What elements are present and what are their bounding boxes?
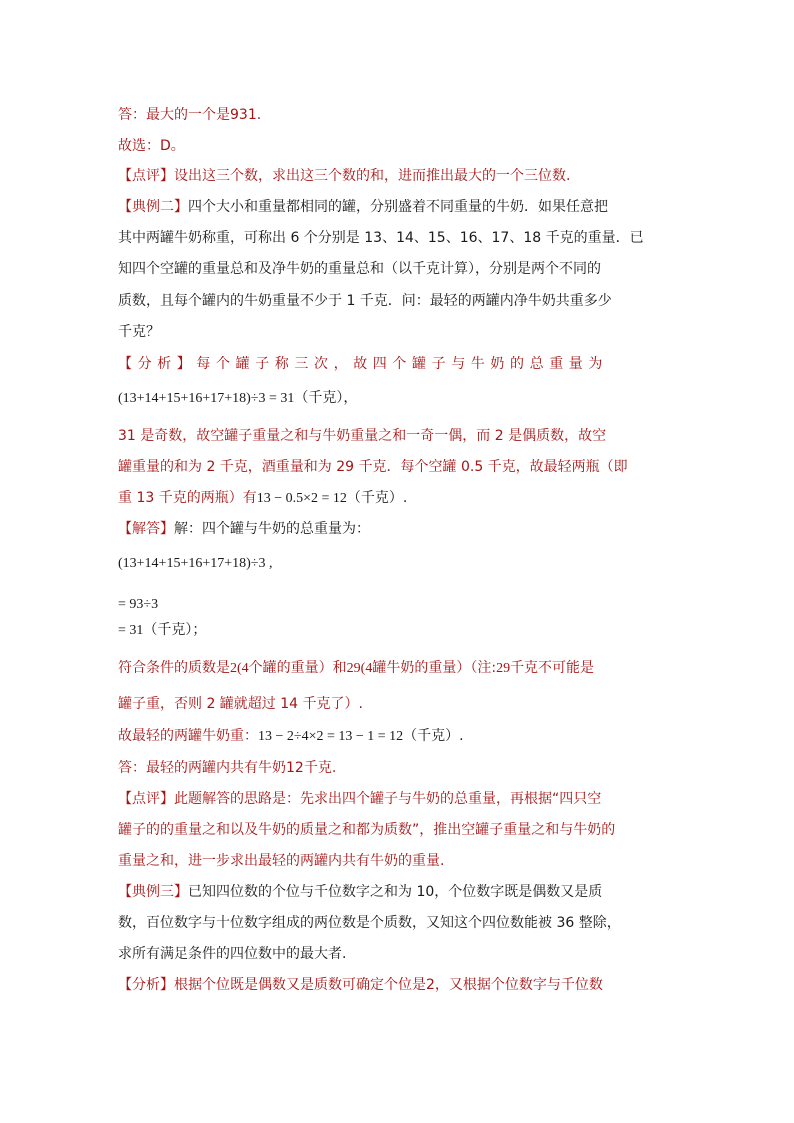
comment-1 xyxy=(118,166,570,186)
equation: 13 − 0.5×2 = 12 xyxy=(256,491,347,506)
solution-line-5: 罐子重，否则 2 罐就超过 14 千克了）. xyxy=(118,696,363,712)
solution-equation-1: (13+14+15+16+17+18)÷3 , xyxy=(118,556,273,571)
comment-2-line-3: 重量之和，进一步求出最轻的两罐内共有牛奶的重量. xyxy=(118,853,445,869)
number: 12 xyxy=(286,760,304,776)
text: 罐牛奶的重量）（注: xyxy=(372,660,497,676)
text: 根据个位既是偶数又是质数可确定个位是 xyxy=(174,977,426,993)
analysis-line-5 xyxy=(118,488,407,509)
example-2-line-4: 质数，且每个罐内的牛奶重量不少于 1 千克．问：最轻的两罐内净牛奶共重多少 xyxy=(118,293,612,309)
comment-2-heading xyxy=(118,789,601,809)
comment-tag: 【点评】 xyxy=(118,791,174,807)
text: 千克不可能是 xyxy=(510,660,595,676)
text: 故最轻的两罐牛奶重： xyxy=(118,728,258,744)
analysis-3-heading xyxy=(118,975,603,995)
text: 设出这三个数，求出这三个数的和，进而推出最大的一个三位数. xyxy=(174,168,571,184)
analysis-equation xyxy=(118,388,357,409)
choice-line: 故选：D。 xyxy=(118,138,185,154)
example-2-line-3: 知四个空罐的重量总和及净牛奶的重量总和（以千克计算），分别是两个不同的 xyxy=(118,261,601,277)
solution-answer xyxy=(118,758,336,778)
text: 答：最大的一个是 xyxy=(118,107,230,123)
text: ，又根据个位数字与千位数 xyxy=(434,977,603,993)
example-2-line-5: 千克？ xyxy=(118,324,160,340)
text: 符合条件的质数是 xyxy=(118,660,230,676)
text: 已知四位数的个位与千位数字之和为 10，个位数字既是偶数又是质 xyxy=(188,884,603,900)
text: 千克. xyxy=(303,760,337,776)
solution-heading xyxy=(118,519,370,539)
text: （千克）， xyxy=(294,390,358,406)
equation: 13 − 2÷4×2 = 13 − 1 = 12 xyxy=(258,729,404,744)
example-3-line-2: 数，百位数字与十位数字组成的两位数是个质数，又知这个四位数能被 36 整除， xyxy=(118,915,621,931)
example-tag: 【典例二】 xyxy=(118,199,188,215)
example-tag: 【典例三】 xyxy=(118,884,188,900)
comment-2-line-2: 罐子的的重量之和以及牛奶的质量之和都为质数”，推出空罐子重量之和与牛奶的 xyxy=(118,822,616,838)
example-2-line-2: 其中两罐牛奶称重，可称出 6 个分别是 13、14、15、16、17、18 千克的重量．已 xyxy=(118,230,644,246)
solution-line-4 xyxy=(118,658,594,679)
text: 每个罐子称三次，故四个罐子与牛奶的总重量为 xyxy=(196,356,609,372)
equation: = 31 xyxy=(118,623,144,638)
text: 重 13 千克的两瓶）有 xyxy=(118,490,257,506)
text: 答：最轻的两罐内共有牛奶 xyxy=(118,760,286,776)
text: . xyxy=(256,107,262,123)
example-2-heading xyxy=(118,197,608,217)
analysis-tag: 【分析】 xyxy=(118,356,197,372)
text: （千克）. xyxy=(403,728,464,744)
answer-line-1 xyxy=(118,105,261,125)
example-3-line-3: 求所有满足条件的四位数中的最大者. xyxy=(118,946,347,962)
text: （千克）. xyxy=(346,490,408,506)
analysis-line-4: 罐重量的和为 2 千克，酒重量和为 29 千克．每个空罐 0.5 千克，故最轻两瓶（即 xyxy=(118,459,628,475)
number: 29 xyxy=(496,661,511,676)
number: 2 xyxy=(426,977,435,993)
comment-tag: 【点评】 xyxy=(118,168,174,184)
number: 29(4 xyxy=(346,661,373,676)
analysis-tag: 【分析】 xyxy=(118,977,174,993)
text: 个罐的重量）和 xyxy=(248,660,347,676)
text: （千克）； xyxy=(143,622,207,638)
text: 解：四个罐与牛奶的总重量为： xyxy=(174,521,370,537)
text: 931 xyxy=(230,107,257,123)
text: 此题解答的思路是：先求出四个罐子与牛奶的总重量，再根据“四只空 xyxy=(174,791,602,807)
solution-equation-2: = 93÷3 xyxy=(118,597,159,612)
example-3-heading xyxy=(118,882,602,902)
analysis-line-3: 31 是奇数，故空罐子重量之和与牛奶重量之和一奇一偶，而 2 是偶质数，故空 xyxy=(118,428,607,444)
analysis-heading xyxy=(118,354,608,374)
solution-equation-3 xyxy=(118,620,206,641)
text: 四个大小和重量都相同的罐，分别盛着不同重量的牛奶．如果任意把 xyxy=(188,199,608,215)
equation: (13+14+15+16+17+18)÷3 = 31 xyxy=(118,391,295,406)
solution-tag: 【解答】 xyxy=(118,521,174,537)
number: 2(4 xyxy=(230,661,249,676)
solution-line-6 xyxy=(118,726,464,747)
